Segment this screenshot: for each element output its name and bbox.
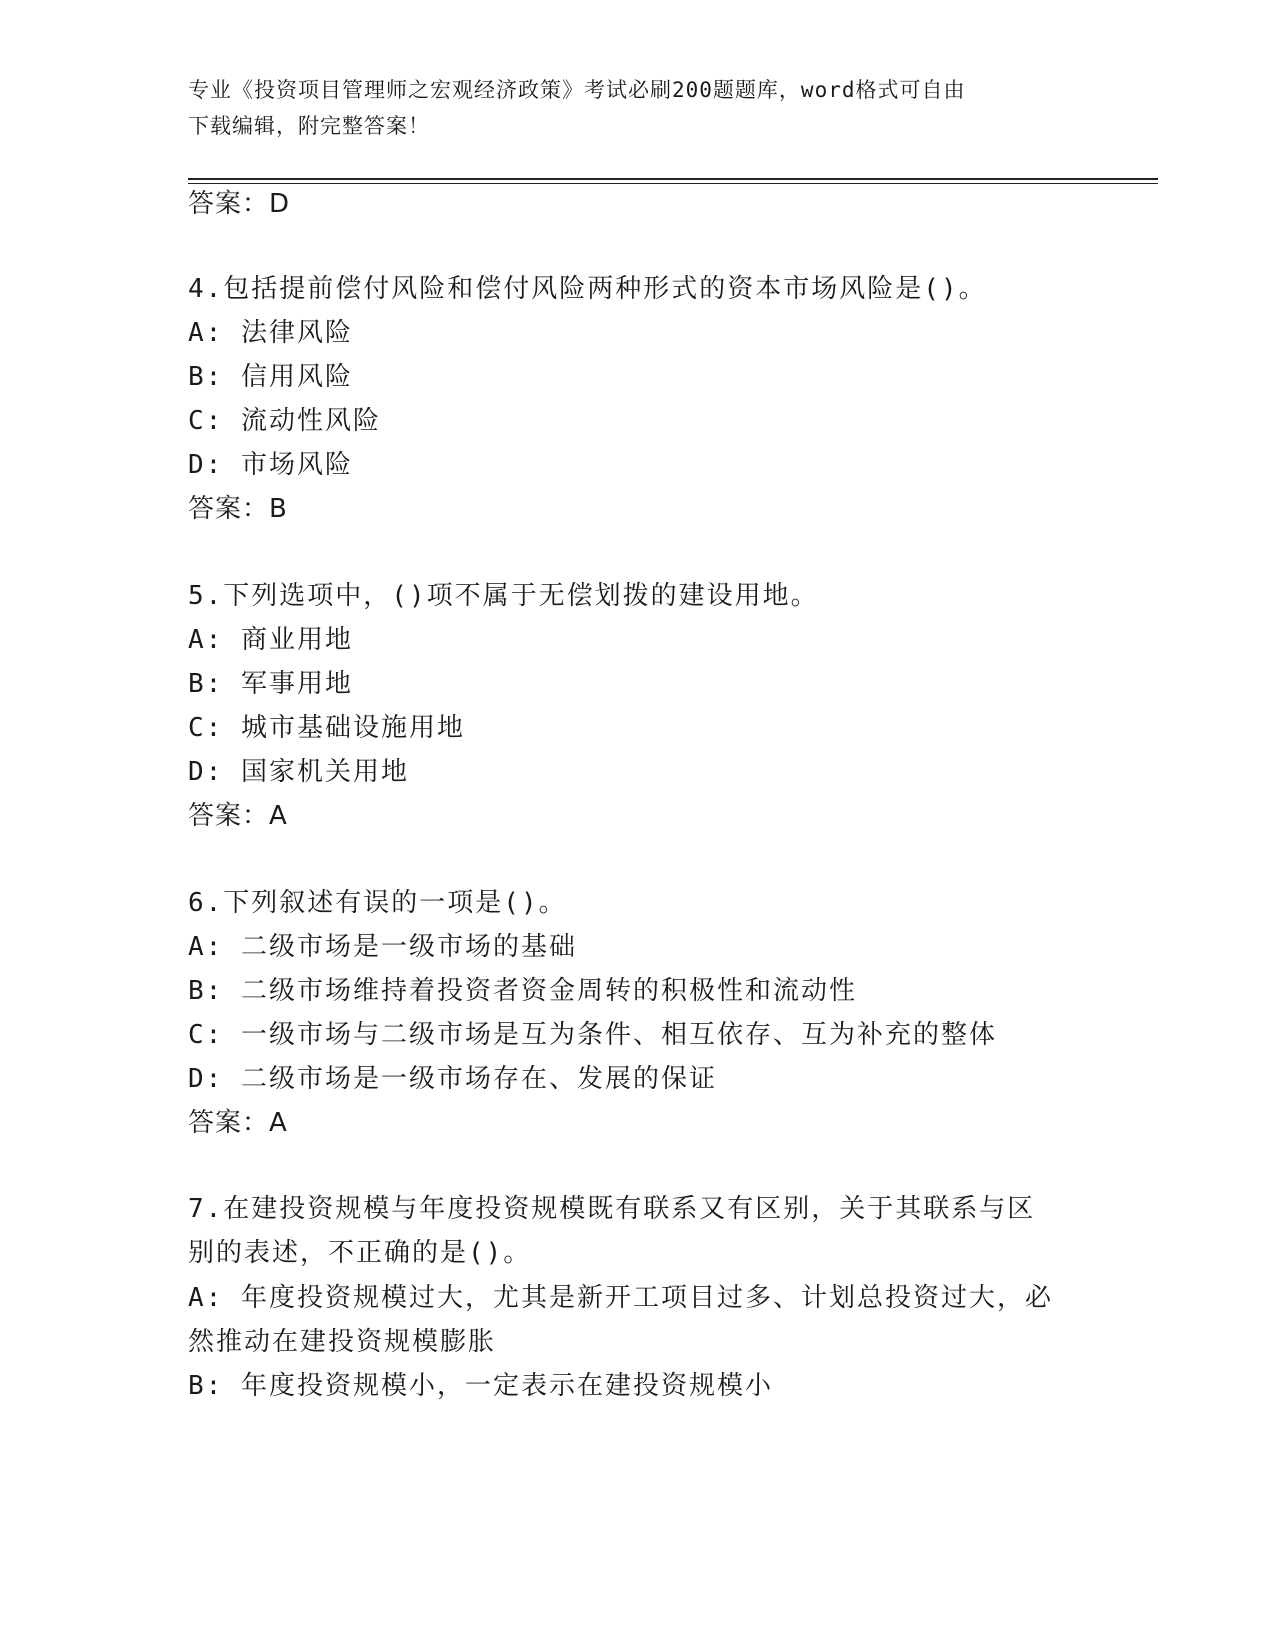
option-d: D: 二级市场是一级市场存在、发展的保证 bbox=[188, 1064, 717, 1094]
option-a: A: 二级市场是一级市场的基础 bbox=[188, 932, 577, 962]
question-stem: 5.下列选项中，()项不属于无偿划拨的建设用地。 bbox=[188, 581, 819, 611]
question-stem-line-1: 7.在建投资规模与年度投资规模既有联系又有区别，关于其联系与区 bbox=[188, 1194, 1036, 1224]
question-stem: 6.下列叙述有误的一项是()。 bbox=[188, 888, 567, 918]
header-rule-thin bbox=[188, 183, 1158, 184]
answer-line: 答案：A bbox=[188, 1108, 288, 1138]
answer-line: 答案：A bbox=[188, 801, 288, 831]
option-a: A: 商业用地 bbox=[188, 625, 353, 655]
option-b: B: 二级市场维持着投资者资金周转的积极性和流动性 bbox=[188, 976, 857, 1006]
option-a-line-2: 然推动在建投资规模膨胀 bbox=[188, 1327, 497, 1357]
option-d: D: 国家机关用地 bbox=[188, 757, 409, 787]
document-header bbox=[188, 72, 1068, 144]
question-stem-line-2: 别的表述，不正确的是()。 bbox=[188, 1238, 532, 1268]
option-a-line-1: A: 年度投资规模过大，尤其是新开工项目过多、计划总投资过大，必 bbox=[188, 1283, 1053, 1313]
answer-line: 答案：B bbox=[188, 494, 288, 524]
header-rule-thick bbox=[188, 178, 1158, 180]
option-a: A: 法律风险 bbox=[188, 318, 353, 348]
answer-line: 答案：D bbox=[188, 189, 291, 219]
option-c: C: 一级市场与二级市场是互为条件、相互依存、互为补充的整体 bbox=[188, 1020, 997, 1050]
option-c: C: 流动性风险 bbox=[188, 406, 381, 436]
option-b: B: 信用风险 bbox=[188, 362, 353, 392]
option-c: C: 城市基础设施用地 bbox=[188, 713, 465, 743]
option-b: B: 军事用地 bbox=[188, 669, 353, 699]
header-line-2: 下载编辑，附完整答案！ bbox=[188, 114, 430, 138]
question-stem: 4.包括提前偿付风险和偿付风险两种形式的资本市场风险是()。 bbox=[188, 274, 987, 304]
header-line-1: 专业《投资项目管理师之宏观经济政策》考试必刷200题题库，word格式可自由 bbox=[188, 78, 966, 102]
option-d: D: 市场风险 bbox=[188, 450, 353, 480]
option-b: B: 年度投资规模小，一定表示在建投资规模小 bbox=[188, 1371, 773, 1401]
